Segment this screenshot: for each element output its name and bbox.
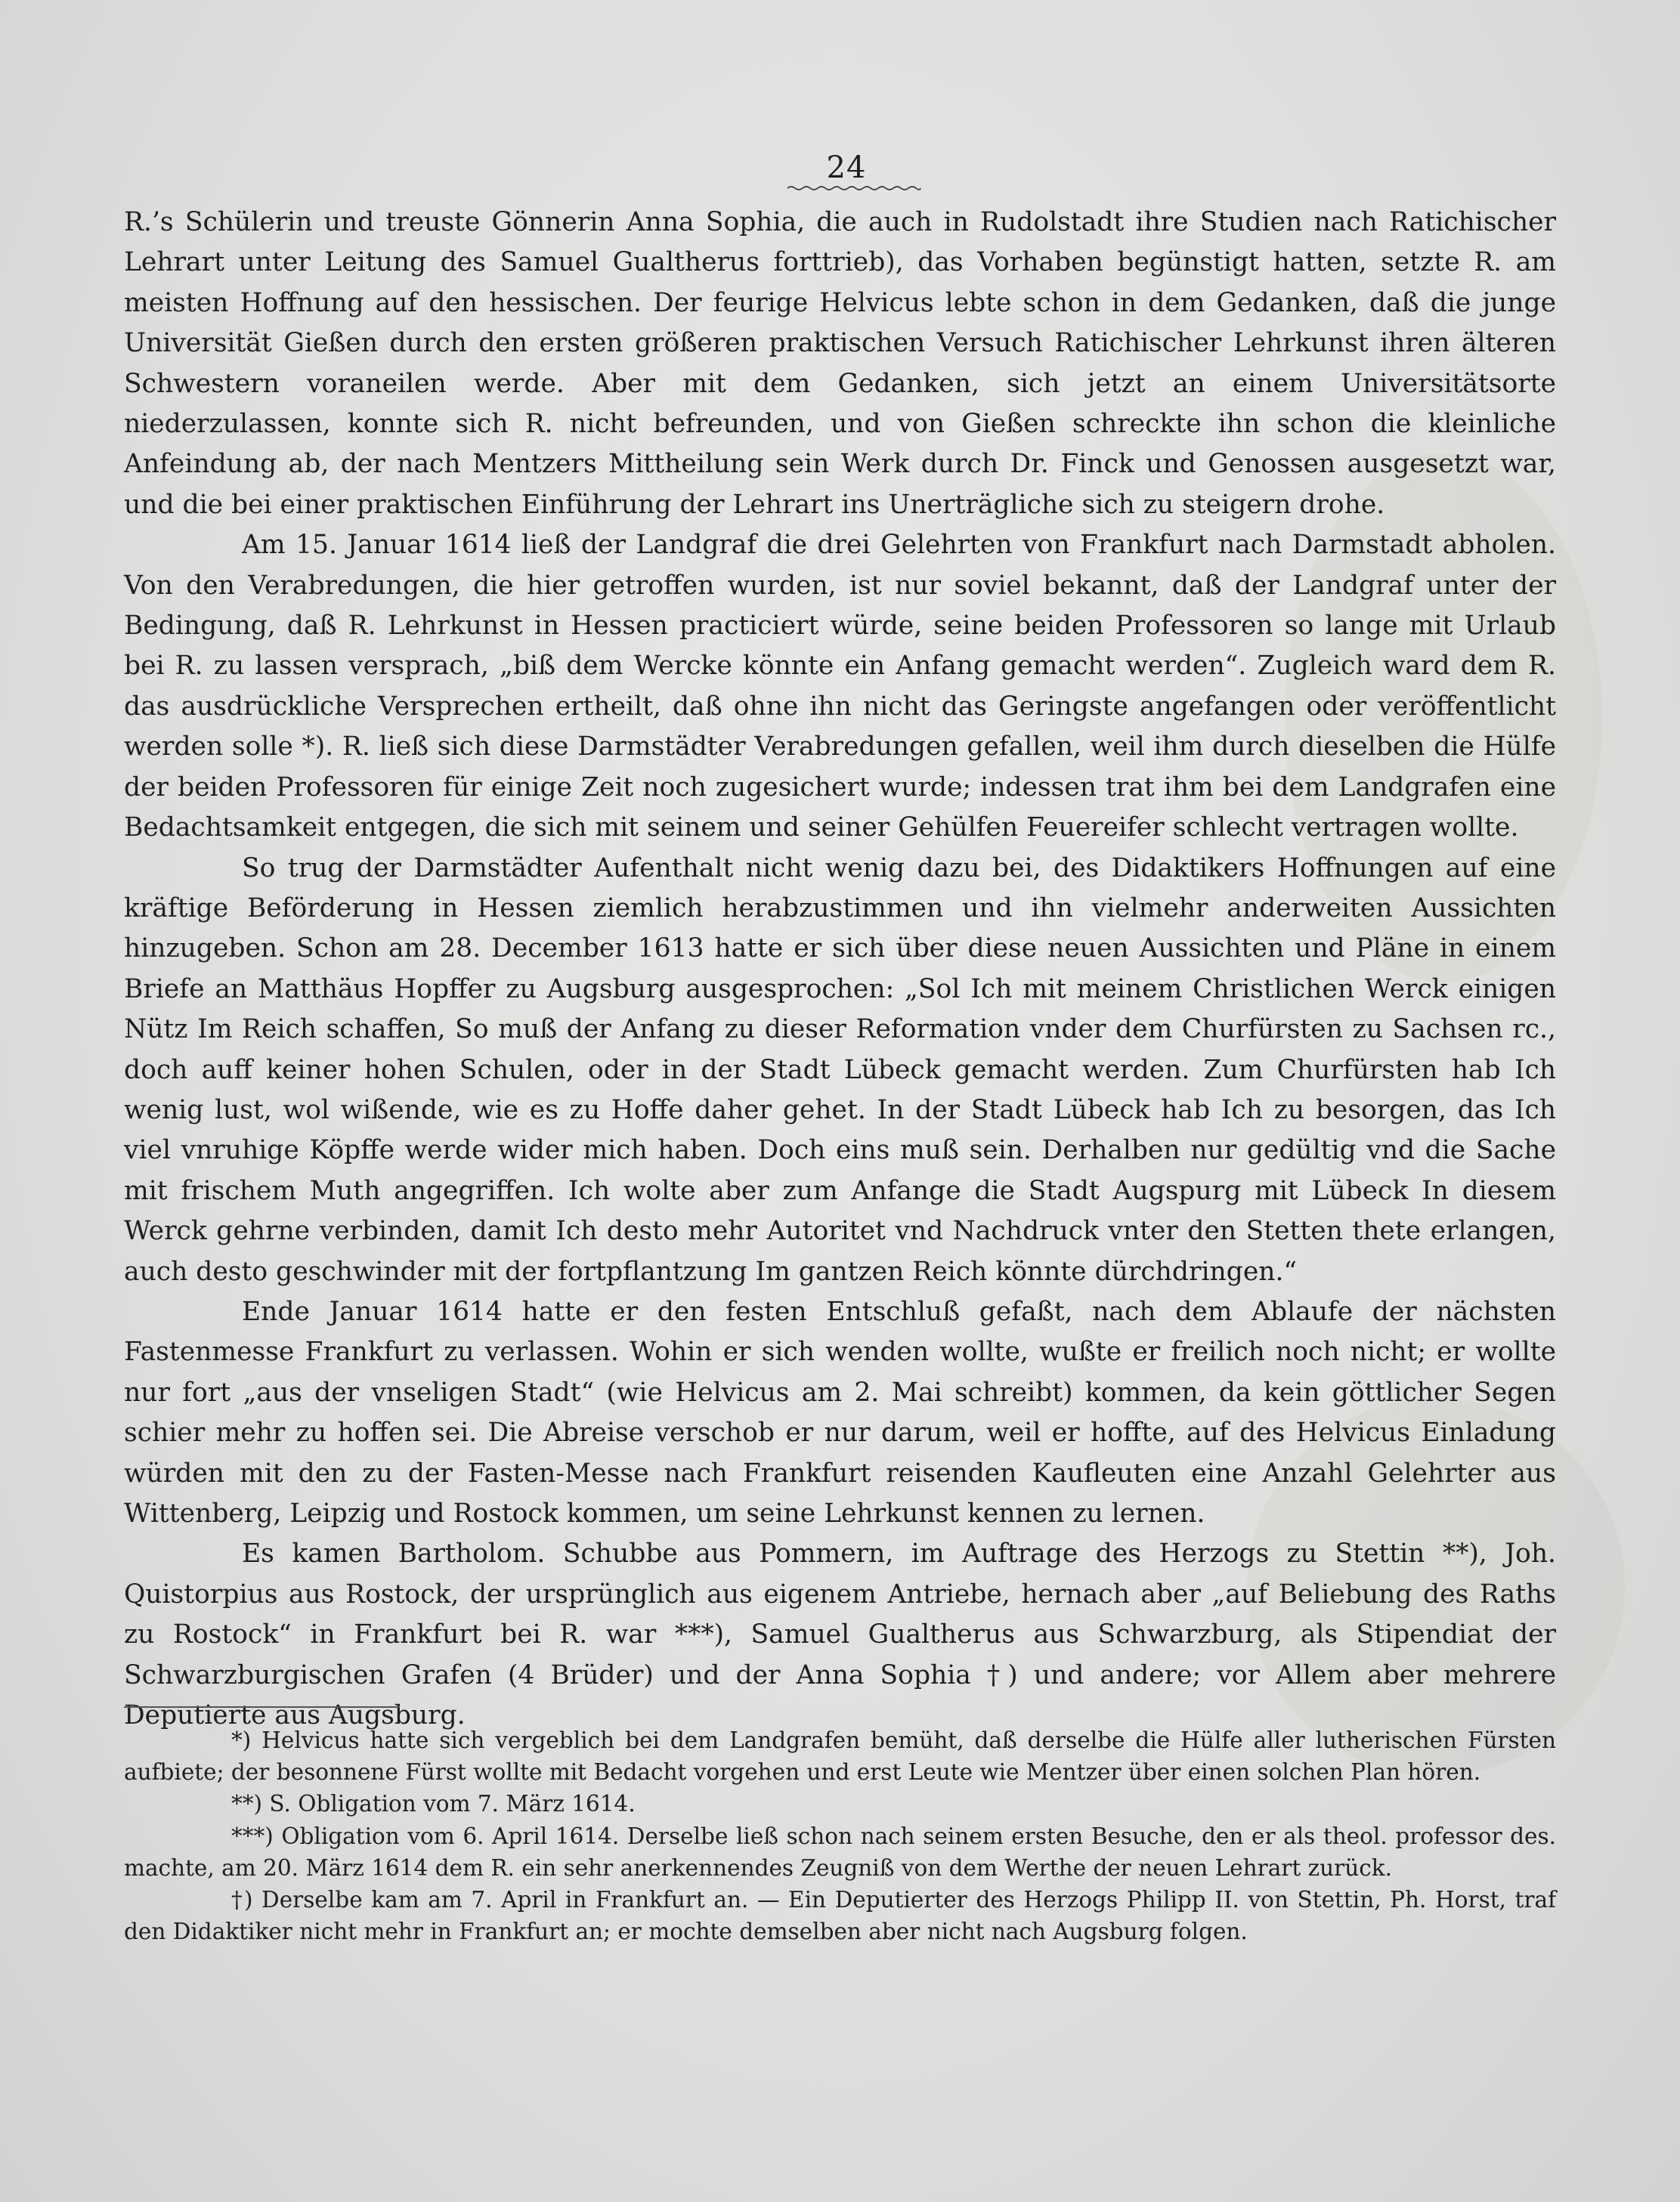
footnote-4: †) Derselbe kam am 7. April in Frankfurt an. — Ein Deputierter des Herzogs Philipp II. von Stettin, Ph. Horst, traf den Didaktiker nicht mehr in Frankfurt an; er mochte demselben aber nicht nach Augsburg folgen. xyxy=(124,1887,1556,1945)
page-number: 24 xyxy=(826,150,867,185)
paragraph-2: Am 15. Januar 1614 ließ der Landgraf die drei Gelehrten von Frankfurt nach Darmstadt abholen. Von den Verabredungen, die hier getroffen wurden, ist nur soviel bekannt, daß der Landgraf unter der Bedingung, daß R. Lehrkunst in Hessen practiciert würde, seine beiden Professoren so lange mit Urlaub bei R. zu lassen versprach, „biß dem Wercke könnte ein Anfang gemacht werden“. Zugleich ward dem R. das ausdrückliche Versprechen ertheilt, daß ohne ihn nicht das Geringste angefangen oder veröffentlicht werden solle *). R. ließ sich diese Darmstädter Verabredungen gefallen, weil ihm durch dieselben die Hülfe der beiden Professoren für einige Zeit noch zugesichert wurde; indessen trat ihm bei dem Landgrafen eine Bedachtsamkeit entgegen, die sich mit seinem und seiner Gehülfen Feuereifer schlecht vertragen wollte. xyxy=(124,530,1556,843)
page-number-ornament xyxy=(786,184,922,192)
paragraph-3: So trug der Darmstädter Aufenthalt nicht wenig dazu bei, des Didaktikers Hoffnungen auf eine kräftige Beförderung in Hessen ziemlich herabzustimmen und ihn vielmehr anderweiten Aussichten hinzugeben. Schon am 28. December 1613 hatte er sich über diese neuen Aussichten und Pläne in einem Briefe an Matthäus Hopffer zu Augsburg ausgesprochen: „Sol Ich mit meinem Christlichen Werck einigen Nütz Im Reich schaffen, So muß der Anfang zu dieser Reformation vnder dem Churfürsten zu Sachsen rc., doch auff keiner hohen Schulen, oder in der Stadt Lübeck gemacht werden. Zum Churfürsten hab Ich wenig lust, wol wißende, wie es zu Hoffe daher gehet. In der Stadt Lübeck hab Ich zu besorgen, das Ich viel vnruhige Köpffe werde wider mich haben. Doch eins muß sein. Derhalben nur gedültig vnd die Sache mit frischem Muth angegriffen. Ich wolte aber zum Anfange die Stadt Augspurg mit Lübeck In diesem Werck gehrne verbinden, damit Ich desto mehr Autoritet vnd Nachdruck vnter den Stetten thete erlangen, auch desto geschwinder mit der fortpflantzung Im gantzen Reich könnte dürchdringen.“ xyxy=(124,852,1556,1287)
paragraph-1: R.’s Schülerin und treuste Gönnerin Anna Sophia, die auch in Rudolstadt ihre Studien nach Ratichischer Lehrart unter Leitung des Samuel Gualtherus forttrieb), das Vorhaben begünstigt hatten, setzte R. am meisten Hoffnung auf den hessischen. Der feurige Helvicus lebte schon in dem Gedanken, daß die junge Universität Gießen durch den ersten größeren praktischen Versuch Ratichischer Lehrkunst ihren älteren Schwestern voraneilen werde. Aber mit dem Gedanken, sich jetzt an einem Universitätsorte niederzulassen, konnte sich R. nicht befreunden, und von Gießen schreckte ihn schon die kleinliche Anfeindung ab, der nach Mentzers Mittheilung sein Werk durch Dr. Finck und Genossen ausgesetzt war, und die bei einer praktischen Einführung der Lehrart ins Unerträgliche sich zu steigern drohe. xyxy=(124,207,1556,520)
paragraph-4: Ende Januar 1614 hatte er den festen Entschluß gefaßt, nach dem Ablaufe der nächsten Fastenmesse Frankfurt zu verlassen. Wohin er sich wenden wollte, wußte er freilich noch nicht; er wollte nur fort „aus der vnseligen Stadt“ (wie Helvicus am 2. Mai schreibt) kommen, da kein göttlicher Segen schier mehr zu hoffen sei. Die Abreise verschob er nur darum, weil er hoffte, auf des Helvicus Einladung würden mit den zu der Fasten-Messe nach Frankfurt reisenden Kaufleuten eine Anzahl Gelehrter aus Wittenberg, Leipzig und Rostock kommen, um seine Lehrkunst kennen zu lernen. xyxy=(124,1296,1556,1529)
main-text xyxy=(124,203,1556,1736)
footnotes xyxy=(124,1724,1556,1947)
footnote-divider xyxy=(124,1706,400,1708)
footnote-1: *) Helvicus hatte sich vergeblich bei dem Landgrafen bemüht, daß derselbe die Hülfe aller lutherischen Fürsten aufbiete; der besonnene Fürst wollte mit Bedacht vorgehen und erst Leute wie Mentzer über einen solchen Plan hören. xyxy=(124,1727,1556,1786)
footnote-3: ***) Obligation vom 6. April 1614. Derselbe ließ schon nach seinem ersten Besuche, den er als theol. professor des. machte, am 20. März 1614 dem R. ein sehr anerkennendes Zeugniß von dem Werthe der neuen Lehrart zurück. xyxy=(124,1823,1556,1881)
paragraph-5: Es kamen Bartholom. Schubbe aus Pommern, im Auftrage des Herzogs zu Stettin **), Joh. Quistorpius aus Rostock, der ursprünglich aus eigenem Antriebe, hernach aber „auf Beliebung des Raths zu Rostock“ in Frankfurt bei R. war ***), Samuel Gualtherus aus Schwarzburg, als Stipendiat der Schwarzburgischen Grafen (4 Brüder) und der Anna Sophia †) und andere; vor Allem aber mehrere Deputierte aus Augsburg. xyxy=(124,1539,1556,1731)
footnote-2: **) S. Obligation vom 7. März 1614. xyxy=(231,1791,636,1817)
